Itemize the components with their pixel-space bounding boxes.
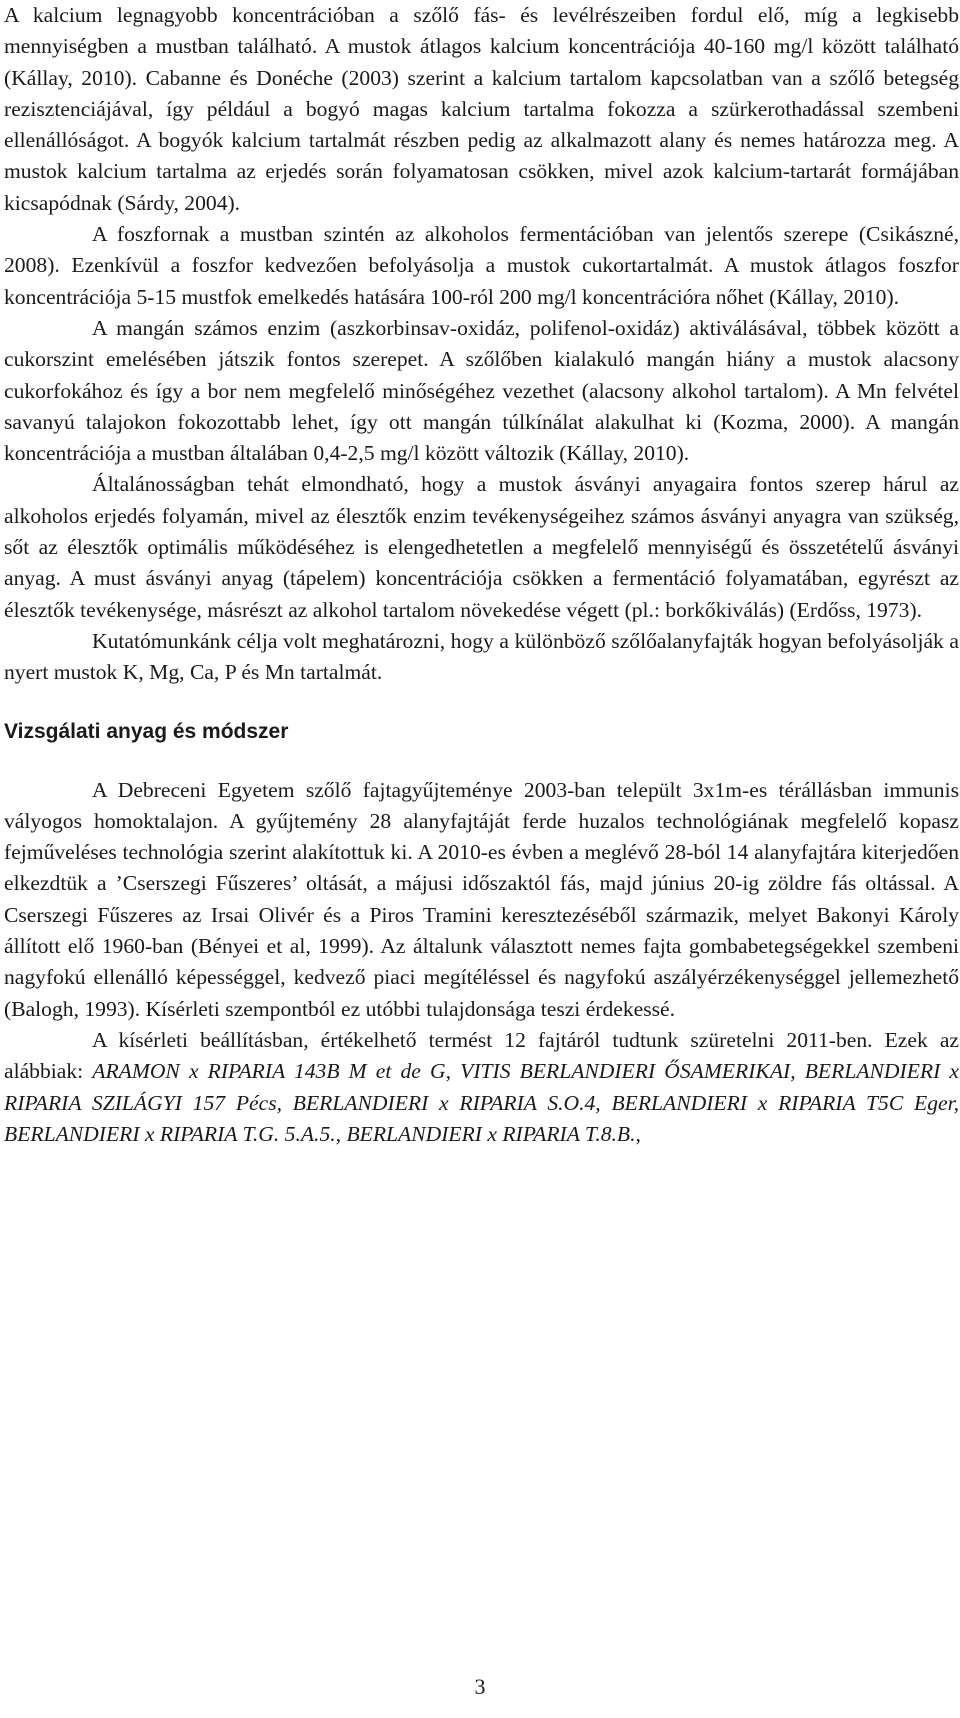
varieties-list-text: ARAMON x RIPARIA 143B M et de G, VITIS BERLANDIERI ŐSAMERIKAI, BERLANDIERI x RIPARIA SZILÁGYI 157 Pécs, BERLANDIERI x RIPARIA S.O.4, BERLANDIERI x RIPARIA T5C Eger, BERLANDIERI x RIPARIA T.G. 5.A.5., BERLANDIERI x RIPARIA T.8.B. (4, 1059, 959, 1146)
page-number: 3 (474, 1674, 486, 1699)
paragraph-varieties (4, 1025, 959, 1150)
paragraph-methods: A Debreceni Egyetem szőlő fajtagyűjteménye 2003-ban települt 3x1m-es térállásban immunis vályogos homoktalajon. A gyűjtemény 28 alanyfajtáját ferde huzalos technológiának megfelelő kopasz fejműveléses technológia szerint alakítottuk ki. A 2010-es évben a meglévő 28-ból 14 alanyfajtára kiterjedően elkezdtük a ’Cserszegi Fűszeres’ oltását, a májusi időszaktól fás, majd június 20-ig zöldre fás oltással. A Cserszegi Fűszeres az Irsai Olivér és a Piros Tramini keresztezéséből származik, melyet Bakonyi Károly állított elő 1960-ban (Bényei et al, 1999). Az általunk választott nemes fajta gombabetegségekkel szembeni nagyfokú ellenálló képességgel, kedvező piaci megítéléssel és nagyfokú aszályérzékenységgel jellemezhető (Balogh, 1993). Kísérleti szempontból ez utóbbi tulajdonsága teszi érdekessé. (4, 777, 959, 1021)
paragraph-manganese: A mangán számos enzim (aszkorbinsav-oxidáz, polifenol-oxidáz) aktiválásával, többek között a cukorszint emelésében játszik fontos szerepet. A szőlőben kialakuló mangán hiány a mustok alacsony cukorfokához és így a bor nem megfelelő minőségéhez vezethet (alacsony alkohol tartalom). A Mn felvétel savanyú talajokon fokozottabb lehet, így ott mangán túlkínálat alakulhat ki (Kozma, 2000). A mangán koncentrációja a mustban általában 0,4-2,5 mg/l között változik (Kállay, 2010). (4, 315, 959, 466)
paragraph-research-aim: Kutatómunkánk célja volt meghatározni, hogy a különböző szőlőalanyfajták hogyan befolyásolják a nyert mustok K, Mg, Ca, P és Mn tartalmát. (4, 628, 959, 685)
varieties-intro-text: A kísérleti beállításban, értékelhető termést 12 fajtáról tudtunk szüretelni 2011-ben. Ezek az alábbiak: (4, 1027, 959, 1084)
paragraph-phosphorus: A foszfornak a mustban szintén az alkoholos fermentációban van jelentős szerepe (Csikászné, 2008). Ezenkívül a foszfor kedvezően befolyásolja a mustok cukortartalmát. A mustok átlagos foszfor koncentrációja 5-15 mustfok emelkedés hatására 100-ról 200 mg/l koncentrációra nőhet (Kállay, 2010). (4, 222, 959, 309)
varieties-tail-text: , (635, 1121, 641, 1146)
paragraph-calcium: A kalcium legnagyobb koncentrációban a szőlő fás- és levélrészeiben fordul elő, míg a legkisebb mennyiségben a mustban található. A mustok átlagos kalcium koncentrációja 40-160 mg/l között található (Kállay, 2010). Cabanne és Donéche (2003) szerint a kalcium tartalom kapcsolatban van a szőlő betegség rezisztenciájával, így például a bogyó magas kalcium tartalma fokozza a szürkerothadással szembeni ellenállóságot. A bogyók kalcium tartalmát részben pedig az alkalmazott alany és nemes határozza meg. A mustok kalcium tartalma az erjedés során folyamatosan csökken, mivel azok kalcium-tartarát formájában kicsapódnak (Sárdy, 2004). (4, 3, 959, 215)
paragraph-summary: Általánosságban tehát elmondható, hogy a mustok ásványi anyagaira fontos szerep hárul az alkoholos erjedés folyamán, mivel az élesztők enzim tevékenységeihez számos ásványi anyagra van szükség, sőt az élesztők optimális működéséhez is elengedhetetlen a megfelelő mennyiségű és összetételű ásványi anyag. A must ásványi anyag (tápelem) koncentrációja csökken a fermentáció folyamatában, egyrészt az élesztők tevékenysége, másrészt az alkohol tartalom növekedése végett (pl.: borkőkiválás) (Erdőss, 1973). (4, 472, 959, 622)
section-heading: Vizsgálati anyag és módszer (4, 719, 289, 743)
